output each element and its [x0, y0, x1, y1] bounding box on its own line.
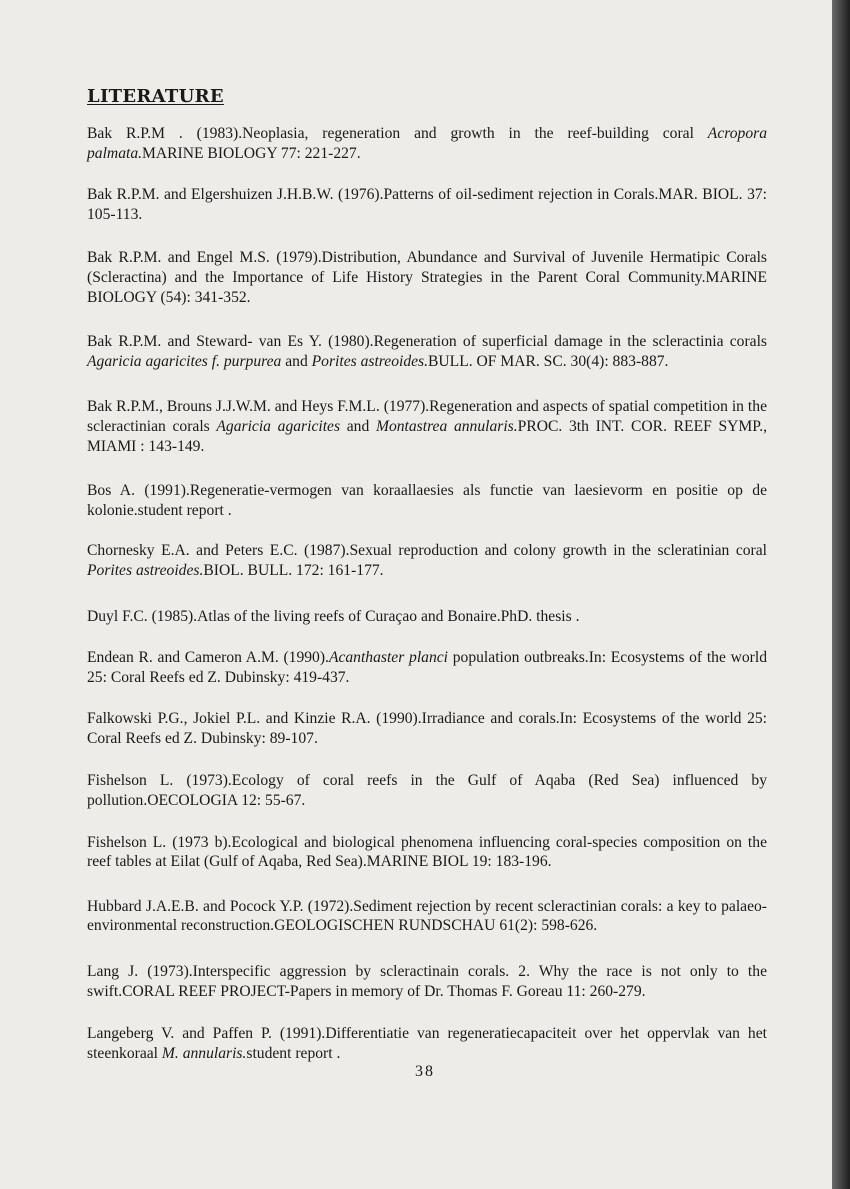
reference-text: population outbreaks.In: Ecosystems of the world 25: Coral Reefs ed Z. Dubinsky: 419-437.: [87, 649, 768, 686]
reference-entry: [87, 541, 767, 580]
reference-text: MARINE BIOLOGY 77: 221-227.: [142, 144, 361, 162]
reference-entry: [87, 709, 767, 748]
reference-text: Fishelson L. (1973).Ecology of coral reefs in the Gulf of Aqaba (Red Sea) influenced by pollution.OECOLOGIA 12: 55-67.: [87, 772, 767, 810]
reference-text: Bak R.P.M. and Elgershuizen J.H.B.W. (1976).Patterns of oil-sediment rejection in Corals.MAR. BIOL. 37: 105-113.: [87, 186, 767, 223]
reference-entry: [87, 607, 767, 627]
page-number: 38: [415, 1063, 435, 1080]
reference-text: student report .: [246, 1044, 341, 1062]
reference-italic-text: Acanthaster planci: [328, 649, 449, 667]
reference-text: Lang J. (1973).Interspecific aggression by scleractinain corals. 2. Why the race is not only to the swift.CORAL REEF PROJECT-Papers in memory of Dr. Thomas F. Goreau 11: 260-279.: [87, 963, 767, 1000]
reference-entry: [87, 481, 767, 520]
reference-text: and: [340, 417, 376, 435]
reference-text: Falkowski P.G., Jokiel P.L. and Kinzie R.A. (1990).Irradiance and corals.In: Ecosystems of the world 25: Coral Reefs ed Z. Dubinsky: 89-107.: [87, 710, 767, 747]
reference-text: Fishelson L. (1973 b).Ecological and biological phenomena influencing coral-species composition on the reef tables at Eilat (Gulf of Aqaba, Red Sea).MARINE BIOL 19: 183-196.: [87, 833, 767, 871]
reference-entry: [87, 897, 767, 936]
reference-entry: [87, 771, 767, 810]
reference-entry: [87, 185, 767, 224]
reference-entry: [87, 962, 767, 1001]
reference-text: Bak R.P.M . (1983).Neoplasia, regeneration and growth in the reef-building coral: [87, 125, 708, 142]
reference-text: Hubbard J.A.E.B. and Pocock Y.P. (1972).Sediment rejection by recent scleractinian corals: a key to palaeo-environmental reconstruction.GEOLOGISCHEN RUNDSCHAU 61(2): 598-626.: [87, 897, 767, 935]
reference-text: Duyl F.C. (1985).Atlas of the living reefs of Curaçao and Bonaire.PhD. thesis .: [87, 607, 580, 625]
reference-entry: [87, 648, 767, 687]
reference-italic-text: Montastrea annularis.: [375, 417, 518, 435]
reference-entry: [87, 397, 767, 456]
reference-text: and: [281, 352, 312, 370]
reference-italic-text: Agaricia agaricites: [216, 417, 341, 435]
reference-entry: [87, 1024, 767, 1063]
reference-italic-text: M. annularis.: [161, 1044, 247, 1062]
reference-text: Langeberg V. and Paffen P. (1991).Differentiatie van regeneratiecapaciteit over het oppervlak van het steenkoraal: [87, 1025, 767, 1062]
reference-entry: [87, 248, 767, 307]
reference-list: [87, 124, 767, 1063]
reference-text: Bak R.P.M. and Steward- van Es Y. (1980).Regeneration of superficial damage in the scleractinia corals: [87, 333, 767, 351]
reference-italic-text: Porites astreoides.: [311, 352, 429, 370]
reference-entry: [87, 124, 767, 163]
reference-italic-text: Acropora palmata.: [87, 125, 767, 162]
reference-text: Chornesky E.A. and Peters E.C. (1987).Sexual reproduction and colony growth in the scleratinian coral: [87, 542, 767, 560]
reference-text: PROC. 3th INT. COR. REEF SYMP., MIAMI : 143-149.: [87, 417, 768, 455]
reference-text: Bak R.P.M., Brouns J.J.W.M. and Heys F.M.L. (1977).Regeneration and aspects of spatial competition in the scleractinian corals: [87, 398, 767, 435]
reference-text: Bak R.P.M. and Engel M.S. (1979).Distribution, Abundance and Survival of Juvenile Hermatipic Corals (Scleractina) and the Importance of Life History Strategies in the Parent Coral Community.MARINE BIOLOGY (54): 341-352.: [87, 249, 767, 306]
reference-text: Endean R. and Cameron A.M. (1990).: [87, 649, 329, 667]
reference-entry: [87, 332, 767, 371]
reference-italic-text: Porites astreoides.: [87, 561, 204, 579]
reference-text: BULL. OF MAR. SC. 30(4): 883-887.: [428, 352, 669, 370]
reference-italic-text: Agaricia agaricites f. purpurea: [87, 352, 282, 370]
page-edge-shadow: [832, 0, 850, 1189]
reference-text: Bos A. (1991).Regeneratie-vermogen van koraallaesies als functie van laesievorm en positie op de kolonie.student report .: [87, 482, 767, 519]
reference-entry: [87, 833, 767, 872]
reference-text: BIOL. BULL. 172: 161-177.: [203, 561, 384, 579]
section-heading: LITERATURE: [87, 86, 224, 107]
